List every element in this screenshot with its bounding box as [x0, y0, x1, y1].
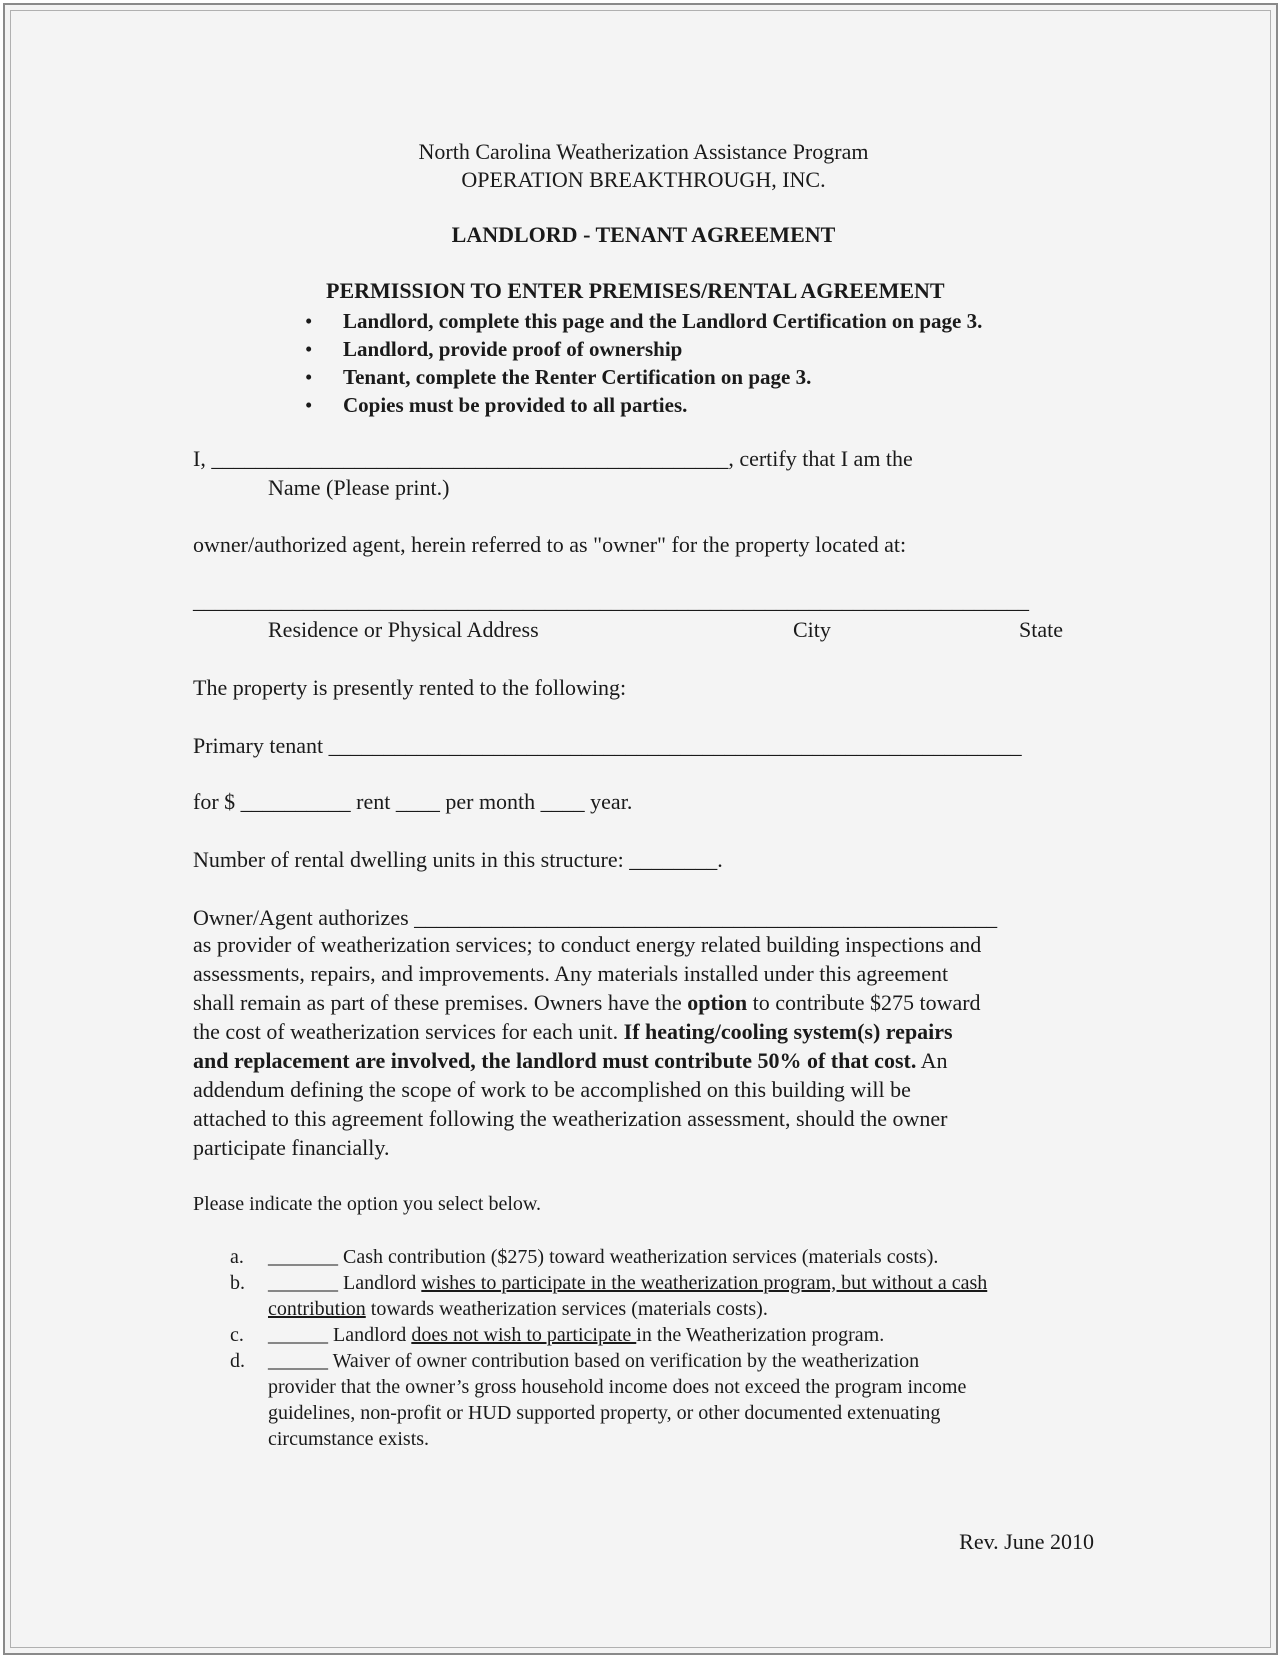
primary-tenant-line: Primary tenant _______________________________________________________________: [193, 733, 1022, 758]
city-caption: City: [793, 617, 831, 642]
program-name: North Carolina Weatherization Assistance Program: [418, 139, 869, 164]
indicate-instruction: Please indicate the option you select below.: [193, 1193, 542, 1215]
state-caption: State: [1019, 617, 1063, 642]
document-title: LANDLORD - TENANT AGREEMENT: [451, 222, 836, 247]
name-certify-line: I, _______________________________________________, certify that I am the: [193, 446, 913, 471]
rented-statement: The property is presently rented to the following:: [193, 675, 627, 700]
instruction-item: • Tenant, complete the Renter Certification on page 3.: [305, 365, 812, 389]
instruction-item: • Landlord, complete this page and the Landlord Certification on page 3.: [305, 309, 983, 333]
document-subtitle: PERMISSION TO ENTER PREMISES/RENTAL AGREEMENT: [326, 278, 945, 303]
address-caption: Residence or Physical Address: [268, 617, 539, 642]
name-field[interactable]: _______________________________________________: [211, 446, 729, 471]
option-d[interactable]: d. ______ Waiver of owner contribution based on verification by the weatherization provider that the owner’s gross household income does not exceed the program income guidelines, non-profit or HUD supported property, or other documented extenuating circumstance exists.: [230, 1350, 967, 1450]
units-line[interactable]: Number of rental dwelling units in this structure: ________.: [193, 847, 723, 872]
bullet-icon: •: [305, 337, 313, 361]
rent-line[interactable]: for $ __________ rent ____ per month ____ year.: [193, 789, 633, 814]
instruction-item: • Landlord, provide proof of ownership: [305, 337, 683, 361]
instruction-list: [305, 307, 982, 419]
revision-date: Rev. June 2010: [959, 1529, 1094, 1554]
option-b[interactable]: b. _______ Landlord wishes to participate in the weatherization program, but without a cash contribution towards weatherization services (materials costs).: [230, 1272, 988, 1320]
address-field[interactable]: ____________________________________________________________________________: [193, 588, 1029, 613]
option-a[interactable]: a. _______ Cash contribution ($275) toward weatherization services (materials costs).: [230, 1246, 939, 1268]
instruction-item: • Copies must be provided to all parties.: [305, 393, 688, 417]
primary-tenant-field[interactable]: _______________________________________________________________: [328, 733, 1022, 758]
contribution-options: [230, 1244, 987, 1452]
bullet-icon: •: [305, 365, 313, 389]
option-c[interactable]: c. ______ Landlord does not wish to participate in the Weatherization program.: [230, 1324, 885, 1346]
provider-field[interactable]: _____________________________________________________: [414, 905, 998, 930]
authorization-paragraph: as provider of weatherization services; to conduct energy related building inspections and assessments, repairs, and improvements. Any materials installed under this agreement shall remain as part of these premises. Owners have the option to contribute $275 toward the cost of weatherization services for each unit. If heating/cooling system(s) repairs and replacement are involved, the landlord must contribute 50% of that cost. An addendum defining the scope of work to be accomplished on this building will be attached to this agreement following the weatherization assessment, should the owner participate financially.: [193, 932, 982, 1160]
organization-name: OPERATION BREAKTHROUGH, INC.: [461, 167, 826, 192]
authorizes-line: Owner/Agent authorizes _____________________________________________________: [193, 905, 998, 930]
name-caption: Name (Please print.): [268, 475, 450, 500]
bullet-icon: •: [305, 309, 313, 333]
owner-statement: owner/authorized agent, herein referred to as "owner" for the property located at:: [193, 532, 907, 557]
bullet-icon: •: [305, 393, 313, 417]
